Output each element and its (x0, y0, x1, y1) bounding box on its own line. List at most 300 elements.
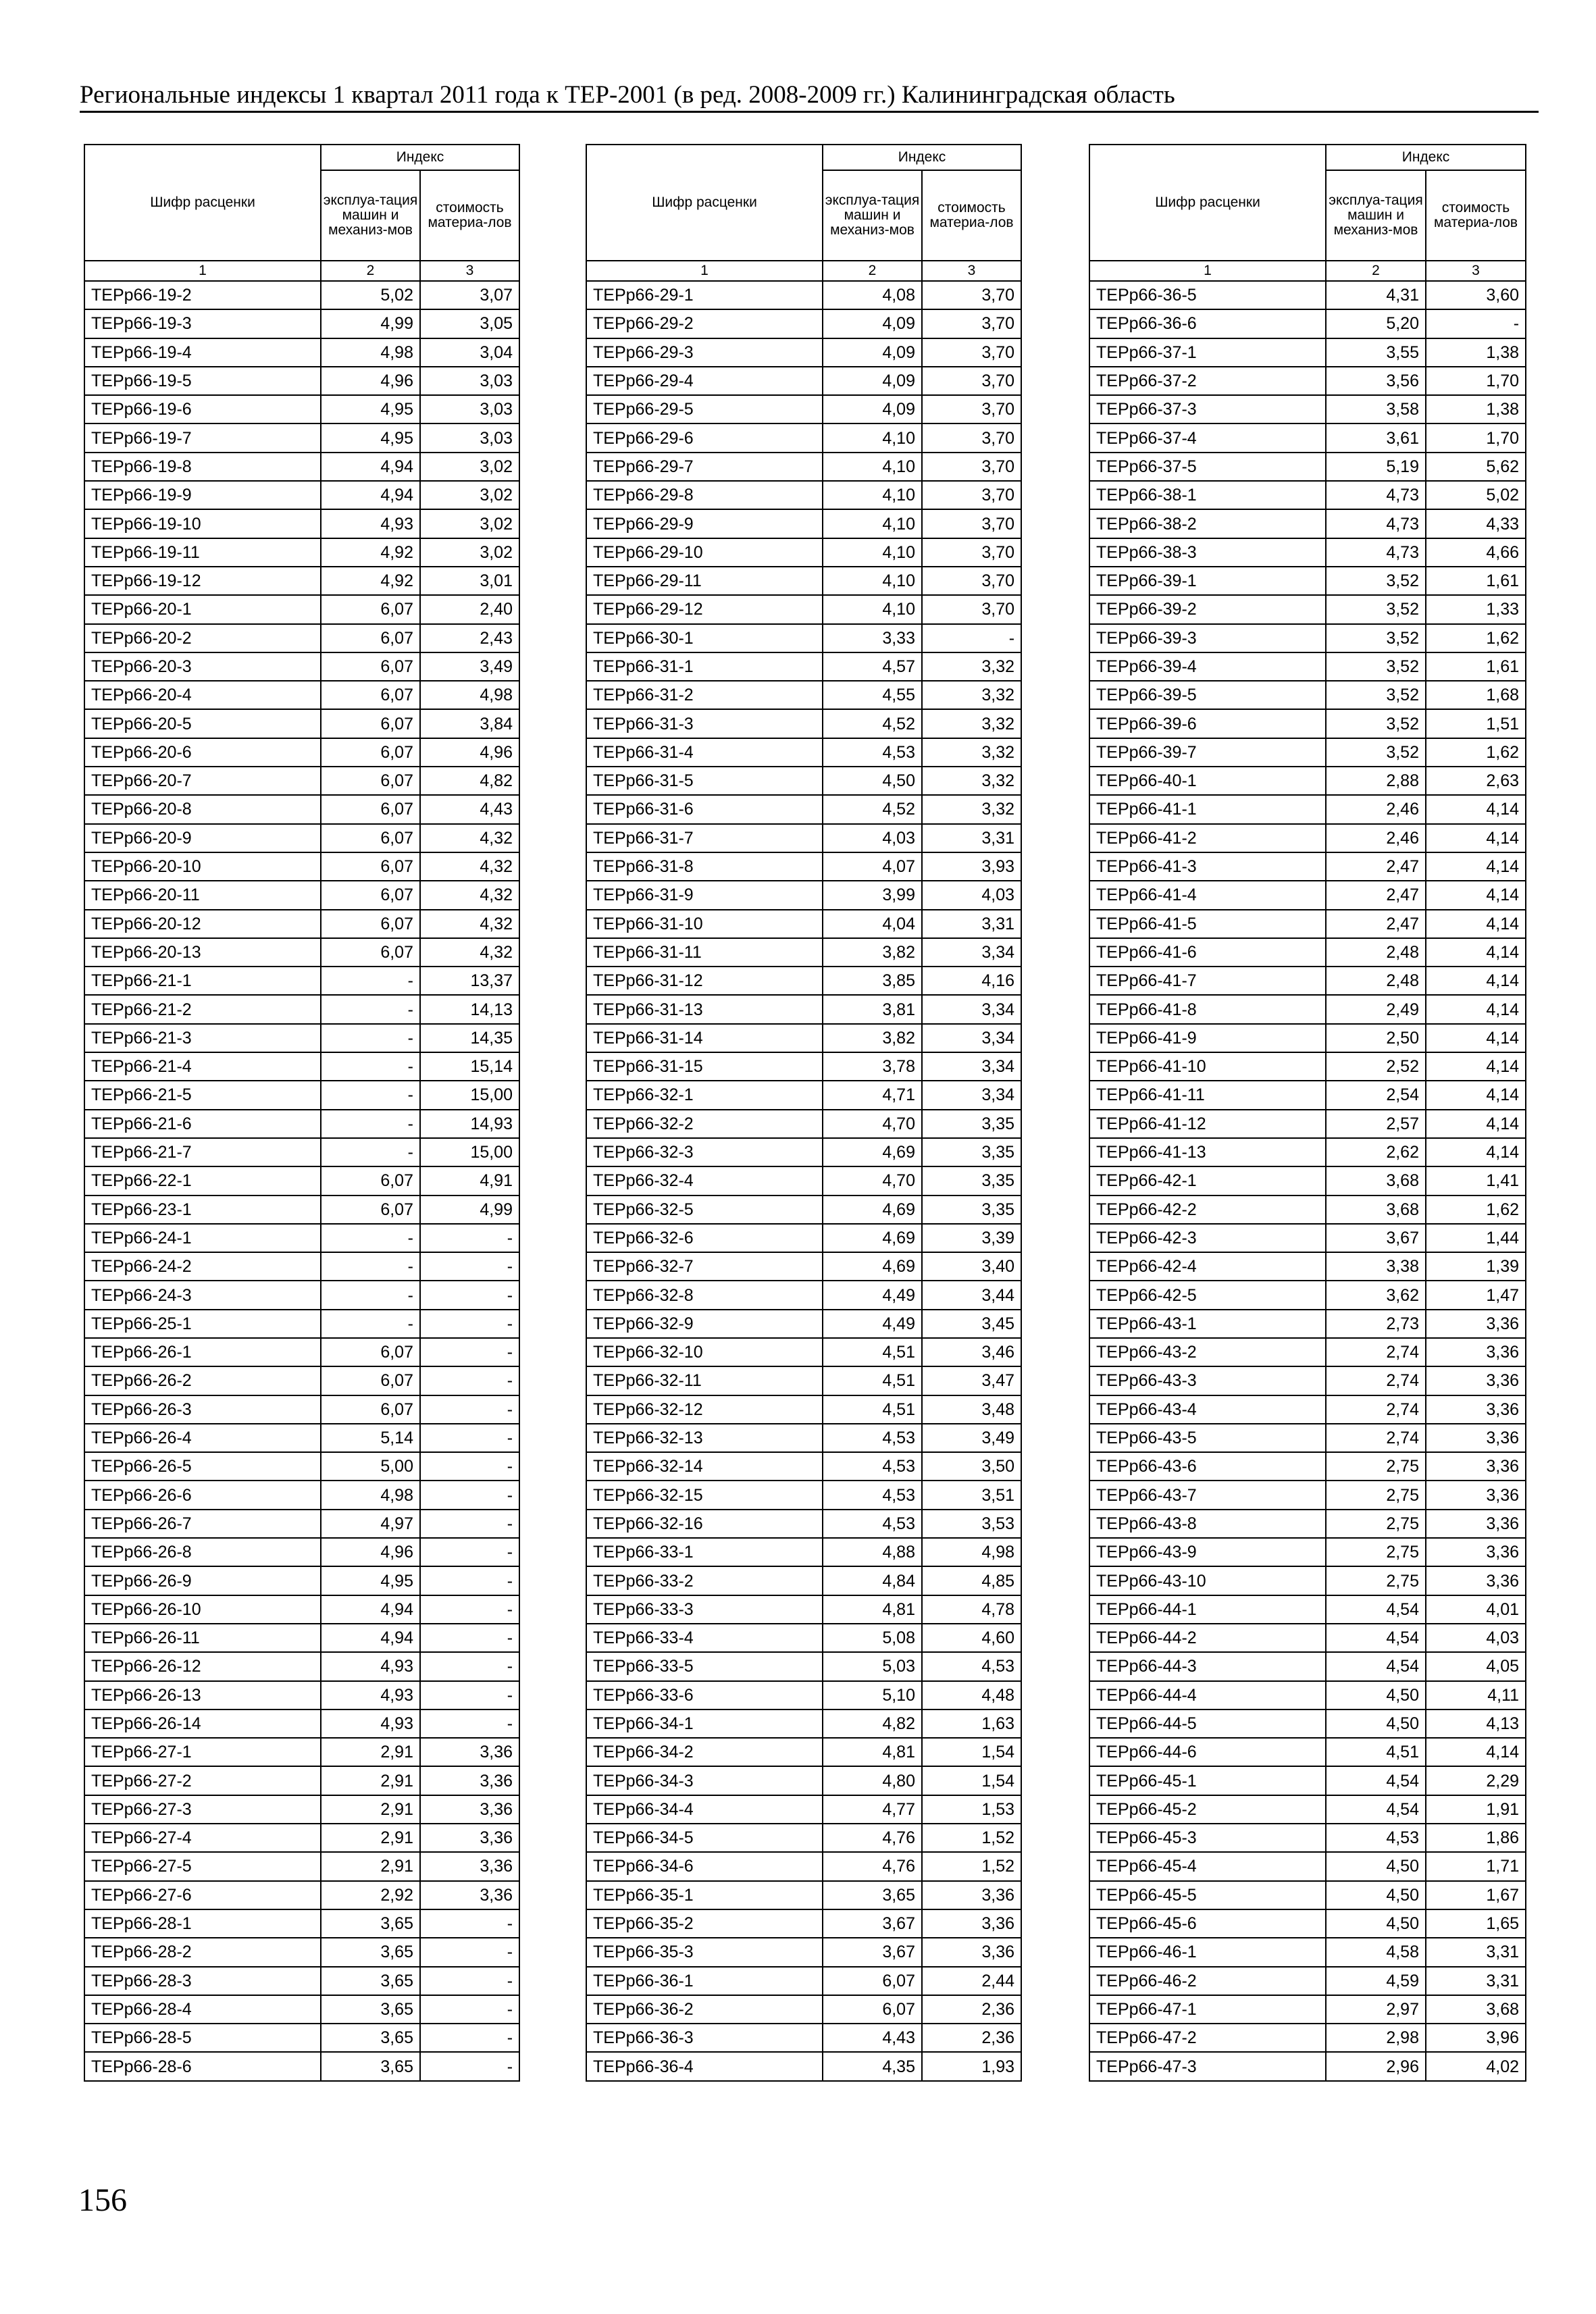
materials-index-cell: 3,36 (420, 1738, 519, 1766)
machines-index-cell: 4,10 (823, 595, 922, 623)
materials-index-cell: 3,70 (922, 395, 1021, 423)
table-row (586, 1024, 1021, 1052)
table-row (84, 1967, 519, 1995)
table-row (586, 567, 1021, 595)
header-num-1: 1 (586, 261, 823, 281)
machines-index-cell: 4,50 (1326, 1681, 1426, 1709)
materials-index-cell: 1,61 (1426, 567, 1526, 595)
table-row (1089, 995, 1526, 1023)
table-row (586, 1424, 1021, 1452)
rate-code-cell: ТЕРр66-31-15 (586, 1052, 823, 1081)
materials-index-cell: 4,96 (420, 738, 519, 767)
table-row (1089, 1452, 1526, 1481)
table-row (1089, 1681, 1526, 1709)
materials-index-cell: 4,98 (922, 1538, 1021, 1566)
materials-index-cell: 3,46 (922, 1338, 1021, 1366)
rate-code-cell: ТЕРр66-31-4 (586, 738, 823, 767)
rate-code-cell: ТЕРр66-19-3 (84, 309, 321, 338)
table-row (586, 309, 1021, 338)
rate-code-cell: ТЕРр66-41-8 (1089, 995, 1326, 1023)
machines-index-cell: 5,02 (321, 281, 420, 309)
rate-code-cell: ТЕРр66-20-12 (84, 910, 321, 938)
machines-index-cell: 4,35 (823, 2052, 922, 2080)
rate-code-cell: ТЕРр66-29-9 (586, 509, 823, 538)
header-materials: стоимость материа-лов (1426, 170, 1526, 261)
table-row (84, 1709, 519, 1738)
rate-code-cell: ТЕРр66-43-10 (1089, 1566, 1326, 1595)
machines-index-cell: 6,07 (321, 624, 420, 652)
rate-code-cell: ТЕРр66-20-2 (84, 624, 321, 652)
rate-code-cell: ТЕРр66-37-5 (1089, 453, 1326, 481)
materials-index-cell: 1,54 (922, 1738, 1021, 1766)
materials-index-cell: 3,34 (922, 1081, 1021, 1109)
materials-index-cell: - (420, 2024, 519, 2052)
rate-code-cell: ТЕРр66-36-5 (1089, 281, 1326, 309)
table-row (1089, 1852, 1526, 1880)
rate-code-cell: ТЕРр66-32-11 (586, 1366, 823, 1395)
table-row (84, 681, 519, 709)
materials-index-cell: 3,36 (420, 1852, 519, 1880)
materials-index-cell: - (420, 1909, 519, 1938)
rate-code-cell: ТЕРр66-19-10 (84, 509, 321, 538)
machines-index-cell: 3,58 (1326, 395, 1426, 423)
materials-index-cell: 2,44 (922, 1967, 1021, 1995)
machines-index-cell: 3,52 (1326, 652, 1426, 681)
rate-code-cell: ТЕРр66-20-4 (84, 681, 321, 709)
rate-code-cell: ТЕРр66-46-2 (1089, 1967, 1326, 1995)
machines-index-cell: 2,91 (321, 1824, 420, 1852)
rate-code-cell: ТЕРр66-40-1 (1089, 767, 1326, 795)
materials-index-cell: 2,36 (922, 2024, 1021, 2052)
machines-index-cell: 2,88 (1326, 767, 1426, 795)
materials-index-cell: 1,91 (1426, 1795, 1526, 1824)
table-row (84, 1510, 519, 1538)
table-row (84, 1595, 519, 1624)
rate-code-cell: ТЕРр66-32-13 (586, 1424, 823, 1452)
table-row (84, 967, 519, 995)
table-row (586, 1110, 1021, 1138)
table-row (84, 1738, 519, 1766)
materials-index-cell: 3,36 (1426, 1395, 1526, 1424)
materials-index-cell: 2,43 (420, 624, 519, 652)
table-row (84, 852, 519, 881)
rate-code-cell: ТЕРр66-32-8 (586, 1281, 823, 1309)
materials-index-cell: 4,14 (1426, 795, 1526, 823)
machines-index-cell: 6,07 (321, 824, 420, 852)
table-row (1089, 738, 1526, 767)
materials-index-cell: 3,49 (420, 652, 519, 681)
machines-index-cell: 4,93 (321, 1652, 420, 1680)
rate-code-cell: ТЕРр66-28-3 (84, 1967, 321, 1995)
machines-index-cell: 6,07 (321, 938, 420, 967)
machines-index-cell: 4,92 (321, 567, 420, 595)
machines-index-cell: 3,65 (321, 1938, 420, 1966)
table-row (84, 509, 519, 538)
machines-index-cell: 3,67 (1326, 1224, 1426, 1252)
table-row (1089, 1538, 1526, 1566)
table-row (586, 938, 1021, 967)
materials-index-cell: 3,02 (420, 481, 519, 509)
machines-index-cell: 4,80 (823, 1766, 922, 1795)
materials-index-cell: 4,01 (1426, 1595, 1526, 1624)
table-row (84, 910, 519, 938)
materials-index-cell: 15,14 (420, 1052, 519, 1081)
machines-index-cell: 3,52 (1326, 595, 1426, 623)
materials-index-cell: 1,68 (1426, 681, 1526, 709)
table-row (1089, 1195, 1526, 1224)
materials-index-cell: 3,70 (922, 281, 1021, 309)
table-row (586, 1452, 1021, 1481)
materials-index-cell: 3,36 (1426, 1566, 1526, 1595)
rate-code-cell: ТЕРр66-29-1 (586, 281, 823, 309)
rate-code-cell: ТЕРр66-31-12 (586, 967, 823, 995)
table-row (586, 1338, 1021, 1366)
rate-code-cell: ТЕРр66-31-11 (586, 938, 823, 967)
rate-code-cell: ТЕРр66-36-4 (586, 2052, 823, 2080)
rate-code-cell: ТЕРр66-41-2 (1089, 824, 1326, 852)
rate-code-cell: ТЕРр66-26-2 (84, 1366, 321, 1395)
rate-code-cell: ТЕРр66-33-6 (586, 1681, 823, 1709)
table-row (1089, 1166, 1526, 1195)
materials-index-cell: 3,39 (922, 1224, 1021, 1252)
materials-index-cell: 4,03 (1426, 1624, 1526, 1652)
rate-code-cell: ТЕРр66-43-7 (1089, 1481, 1326, 1509)
rate-code-cell: ТЕРр66-31-10 (586, 910, 823, 938)
rate-code-cell: ТЕРр66-29-5 (586, 395, 823, 423)
materials-index-cell: 3,35 (922, 1166, 1021, 1195)
materials-index-cell: 4,13 (1426, 1709, 1526, 1738)
table-row (586, 1909, 1021, 1938)
rate-code-cell: ТЕРр66-20-10 (84, 852, 321, 881)
table-row (1089, 1081, 1526, 1109)
table-row (586, 509, 1021, 538)
machines-index-cell: 4,58 (1326, 1938, 1426, 1966)
table-row (84, 1824, 519, 1852)
table-row (84, 1995, 519, 2024)
materials-index-cell: 3,36 (922, 1881, 1021, 1909)
table-row (84, 1424, 519, 1452)
machines-index-cell: 4,95 (321, 423, 420, 452)
materials-index-cell: 3,70 (922, 367, 1021, 395)
materials-index-cell: 4,14 (1426, 1024, 1526, 1052)
materials-index-cell: - (420, 2052, 519, 2080)
machines-index-cell: 3,65 (823, 1881, 922, 1909)
machines-index-cell: 4,09 (823, 309, 922, 338)
materials-index-cell: 3,70 (922, 309, 1021, 338)
materials-index-cell: 4,14 (1426, 967, 1526, 995)
header-num-3: 3 (922, 261, 1021, 281)
rate-code-cell: ТЕРр66-43-8 (1089, 1510, 1326, 1538)
materials-index-cell: 1,54 (922, 1766, 1021, 1795)
machines-index-cell: 2,46 (1326, 795, 1426, 823)
rate-code-cell: ТЕРр66-29-2 (586, 309, 823, 338)
rate-code-cell: ТЕРр66-28-2 (84, 1938, 321, 1966)
rate-code-cell: ТЕРр66-32-14 (586, 1452, 823, 1481)
machines-index-cell: 4,49 (823, 1281, 922, 1309)
materials-index-cell: 3,34 (922, 995, 1021, 1023)
materials-index-cell: 13,37 (420, 967, 519, 995)
machines-index-cell: 4,50 (1326, 1709, 1426, 1738)
header-code: Шифр расценки (586, 145, 823, 261)
table-row (586, 1166, 1021, 1195)
rate-code-cell: ТЕРр66-41-3 (1089, 852, 1326, 881)
materials-index-cell: - (420, 1510, 519, 1538)
table-row (84, 1166, 519, 1195)
rate-code-cell: ТЕРр66-26-9 (84, 1566, 321, 1595)
materials-index-cell: 14,35 (420, 1024, 519, 1052)
machines-index-cell: 4,52 (823, 795, 922, 823)
rate-code-cell: ТЕРр66-19-5 (84, 367, 321, 395)
rate-code-cell: ТЕРр66-29-4 (586, 367, 823, 395)
rate-code-cell: ТЕРр66-19-2 (84, 281, 321, 309)
table-row (1089, 1709, 1526, 1738)
header-machines: эксплуа-тация машин и механиз-мов (1326, 170, 1426, 261)
table-row (1089, 2024, 1526, 2052)
materials-index-cell: 3,48 (922, 1395, 1021, 1424)
materials-index-cell: - (420, 1681, 519, 1709)
table-row (586, 1652, 1021, 1680)
materials-index-cell: 3,68 (1426, 1995, 1526, 2024)
table-row (586, 738, 1021, 767)
rate-code-cell: ТЕРр66-32-6 (586, 1224, 823, 1252)
rate-code-cell: ТЕРр66-26-11 (84, 1624, 321, 1652)
table-row (1089, 1110, 1526, 1138)
machines-index-cell: 4,51 (823, 1338, 922, 1366)
machines-index-cell: 3,67 (823, 1938, 922, 1966)
rate-code-cell: ТЕРр66-29-6 (586, 423, 823, 452)
machines-index-cell: 2,48 (1326, 967, 1426, 995)
table-row (84, 938, 519, 967)
materials-index-cell: 3,31 (1426, 1938, 1526, 1966)
rate-code-cell: ТЕРр66-21-2 (84, 995, 321, 1023)
machines-index-cell: 3,62 (1326, 1281, 1426, 1309)
rate-code-cell: ТЕРр66-27-6 (84, 1881, 321, 1909)
machines-index-cell: 3,78 (823, 1052, 922, 1081)
machines-index-cell: 4,98 (321, 1481, 420, 1509)
header-code: Шифр расценки (1089, 145, 1326, 261)
rate-code-cell: ТЕРр66-32-10 (586, 1338, 823, 1366)
rate-code-cell: ТЕРр66-24-2 (84, 1252, 321, 1281)
table-row (84, 1681, 519, 1709)
table-row (1089, 1252, 1526, 1281)
machines-index-cell: 2,47 (1326, 852, 1426, 881)
rate-code-cell: ТЕРр66-34-1 (586, 1709, 823, 1738)
machines-index-cell: 2,74 (1326, 1366, 1426, 1395)
machines-index-cell: 2,91 (321, 1738, 420, 1766)
machines-index-cell: 4,54 (1326, 1652, 1426, 1680)
materials-index-cell: 4,14 (1426, 995, 1526, 1023)
rate-code-cell: ТЕРр66-29-10 (586, 538, 823, 567)
rate-code-cell: ТЕРр66-31-6 (586, 795, 823, 823)
machines-index-cell: 4,43 (823, 2024, 922, 2052)
rate-code-cell: ТЕРр66-33-1 (586, 1538, 823, 1566)
table-row (1089, 1909, 1526, 1938)
rate-code-cell: ТЕРр66-45-3 (1089, 1824, 1326, 1852)
table-row (586, 1310, 1021, 1338)
machines-index-cell: 4,73 (1326, 481, 1426, 509)
materials-index-cell: 3,70 (922, 481, 1021, 509)
rate-code-cell: ТЕРр66-31-13 (586, 995, 823, 1023)
machines-index-cell: 4,54 (1326, 1624, 1426, 1652)
machines-index-cell: 4,10 (823, 481, 922, 509)
table-row (84, 1110, 519, 1138)
machines-index-cell: 2,49 (1326, 995, 1426, 1023)
table-row (586, 2052, 1021, 2080)
machines-index-cell: 4,99 (321, 309, 420, 338)
rate-code-cell: ТЕРр66-45-5 (1089, 1881, 1326, 1909)
table-row (84, 1909, 519, 1938)
machines-index-cell: 3,52 (1326, 567, 1426, 595)
table-row (84, 1366, 519, 1395)
materials-index-cell: - (1426, 309, 1526, 338)
rate-code-cell: ТЕРр66-39-4 (1089, 652, 1326, 681)
machines-index-cell: 6,07 (321, 881, 420, 909)
materials-index-cell: - (420, 1938, 519, 1966)
rate-code-cell: ТЕРр66-43-1 (1089, 1310, 1326, 1338)
rate-code-cell: ТЕРр66-31-3 (586, 709, 823, 738)
machines-index-cell: - (321, 1224, 420, 1252)
rate-code-cell: ТЕРр66-39-7 (1089, 738, 1326, 767)
machines-index-cell: 3,52 (1326, 681, 1426, 709)
table-row (586, 281, 1021, 309)
rate-code-cell: ТЕРр66-32-15 (586, 1481, 823, 1509)
table-row (84, 2024, 519, 2052)
table-row (1089, 1138, 1526, 1166)
table-row (1089, 453, 1526, 481)
materials-index-cell: 3,36 (1426, 1481, 1526, 1509)
machines-index-cell: 3,52 (1326, 738, 1426, 767)
machines-index-cell: 4,09 (823, 338, 922, 367)
machines-index-cell: 5,10 (823, 1681, 922, 1709)
materials-index-cell: 4,53 (922, 1652, 1021, 1680)
materials-index-cell: 3,36 (420, 1881, 519, 1909)
materials-index-cell: 3,02 (420, 538, 519, 567)
machines-index-cell: 4,54 (1326, 1595, 1426, 1624)
machines-index-cell: 2,91 (321, 1795, 420, 1824)
table-row (84, 1652, 519, 1680)
machines-index-cell: 6,07 (321, 1338, 420, 1366)
header-materials: стоимость материа-лов (420, 170, 519, 261)
table-row (84, 1052, 519, 1081)
machines-index-cell: 3,82 (823, 938, 922, 967)
index-table-3 (1089, 144, 1526, 2082)
materials-index-cell: 4,11 (1426, 1681, 1526, 1709)
table-row (1089, 1824, 1526, 1852)
machines-index-cell: 5,20 (1326, 309, 1426, 338)
materials-index-cell: 2,29 (1426, 1766, 1526, 1795)
materials-index-cell: 4,14 (1426, 1110, 1526, 1138)
materials-index-cell: - (420, 1310, 519, 1338)
table-row (586, 1624, 1021, 1652)
rate-code-cell: ТЕРр66-43-2 (1089, 1338, 1326, 1366)
table-row (586, 1395, 1021, 1424)
materials-index-cell: 3,51 (922, 1481, 1021, 1509)
machines-index-cell: 4,88 (823, 1538, 922, 1566)
materials-index-cell: 1,62 (1426, 738, 1526, 767)
materials-index-cell: 4,14 (1426, 910, 1526, 938)
rate-code-cell: ТЕРр66-37-2 (1089, 367, 1326, 395)
rate-code-cell: ТЕРр66-20-11 (84, 881, 321, 909)
rate-code-cell: ТЕРр66-41-7 (1089, 967, 1326, 995)
rate-code-cell: ТЕРр66-37-4 (1089, 423, 1326, 452)
rate-code-cell: ТЕРр66-37-3 (1089, 395, 1326, 423)
machines-index-cell: 2,98 (1326, 2024, 1426, 2052)
table-row (586, 1224, 1021, 1252)
table-row (84, 995, 519, 1023)
rate-code-cell: ТЕРр66-44-6 (1089, 1738, 1326, 1766)
machines-index-cell: 4,50 (823, 767, 922, 795)
table-row (586, 1081, 1021, 1109)
materials-index-cell: 1,86 (1426, 1824, 1526, 1852)
machines-index-cell: 4,82 (823, 1709, 922, 1738)
materials-index-cell: 4,14 (1426, 881, 1526, 909)
machines-index-cell: 3,52 (1326, 624, 1426, 652)
materials-index-cell: 1,62 (1426, 624, 1526, 652)
rate-code-cell: ТЕРр66-44-3 (1089, 1652, 1326, 1680)
machines-index-cell: 4,94 (321, 1595, 420, 1624)
machines-index-cell: 2,73 (1326, 1310, 1426, 1338)
header-code: Шифр расценки (84, 145, 321, 261)
rate-code-cell: ТЕРр66-20-5 (84, 709, 321, 738)
table-row (1089, 652, 1526, 681)
table-row (586, 967, 1021, 995)
machines-index-cell: 2,52 (1326, 1052, 1426, 1081)
table-row (586, 910, 1021, 938)
table-row (586, 1795, 1021, 1824)
materials-index-cell: 3,70 (922, 338, 1021, 367)
rate-code-cell: ТЕРр66-47-2 (1089, 2024, 1326, 2052)
rate-code-cell: ТЕРр66-26-14 (84, 1709, 321, 1738)
materials-index-cell: 3,70 (922, 595, 1021, 623)
table-row (1089, 1224, 1526, 1252)
rate-code-cell: ТЕРр66-21-3 (84, 1024, 321, 1052)
machines-index-cell: 4,09 (823, 395, 922, 423)
table-row (1089, 1281, 1526, 1309)
machines-index-cell: 4,93 (321, 1681, 420, 1709)
materials-index-cell: 3,40 (922, 1252, 1021, 1281)
machines-index-cell: 2,75 (1326, 1452, 1426, 1481)
machines-index-cell: 3,61 (1326, 423, 1426, 452)
machines-index-cell: 4,50 (1326, 1852, 1426, 1880)
materials-index-cell: 1,52 (922, 1824, 1021, 1852)
machines-index-cell: 4,81 (823, 1738, 922, 1766)
table-row (84, 1766, 519, 1795)
rate-code-cell: ТЕРр66-33-3 (586, 1595, 823, 1624)
rate-code-cell: ТЕРр66-31-9 (586, 881, 823, 909)
table-row (84, 1081, 519, 1109)
machines-index-cell: 4,70 (823, 1166, 922, 1195)
header-index: Индекс (823, 145, 1021, 170)
materials-index-cell: 1,52 (922, 1852, 1021, 1880)
rate-code-cell: ТЕРр66-37-1 (1089, 338, 1326, 367)
rate-code-cell: ТЕРр66-42-5 (1089, 1281, 1326, 1309)
materials-index-cell: 1,38 (1426, 338, 1526, 367)
materials-index-cell: 4,03 (922, 881, 1021, 909)
table-row (1089, 852, 1526, 881)
machines-index-cell: 6,07 (321, 852, 420, 881)
machines-index-cell: 2,96 (1326, 2052, 1426, 2080)
table-row (1089, 567, 1526, 595)
materials-index-cell: 3,34 (922, 1024, 1021, 1052)
materials-index-cell: 1,39 (1426, 1252, 1526, 1281)
machines-index-cell: 4,54 (1326, 1766, 1426, 1795)
machines-index-cell: 6,07 (321, 595, 420, 623)
machines-index-cell: 4,96 (321, 1538, 420, 1566)
rate-code-cell: ТЕРр66-26-1 (84, 1338, 321, 1366)
rate-code-cell: ТЕРр66-27-1 (84, 1738, 321, 1766)
materials-index-cell: 3,70 (922, 509, 1021, 538)
machines-index-cell: 3,65 (321, 1967, 420, 1995)
